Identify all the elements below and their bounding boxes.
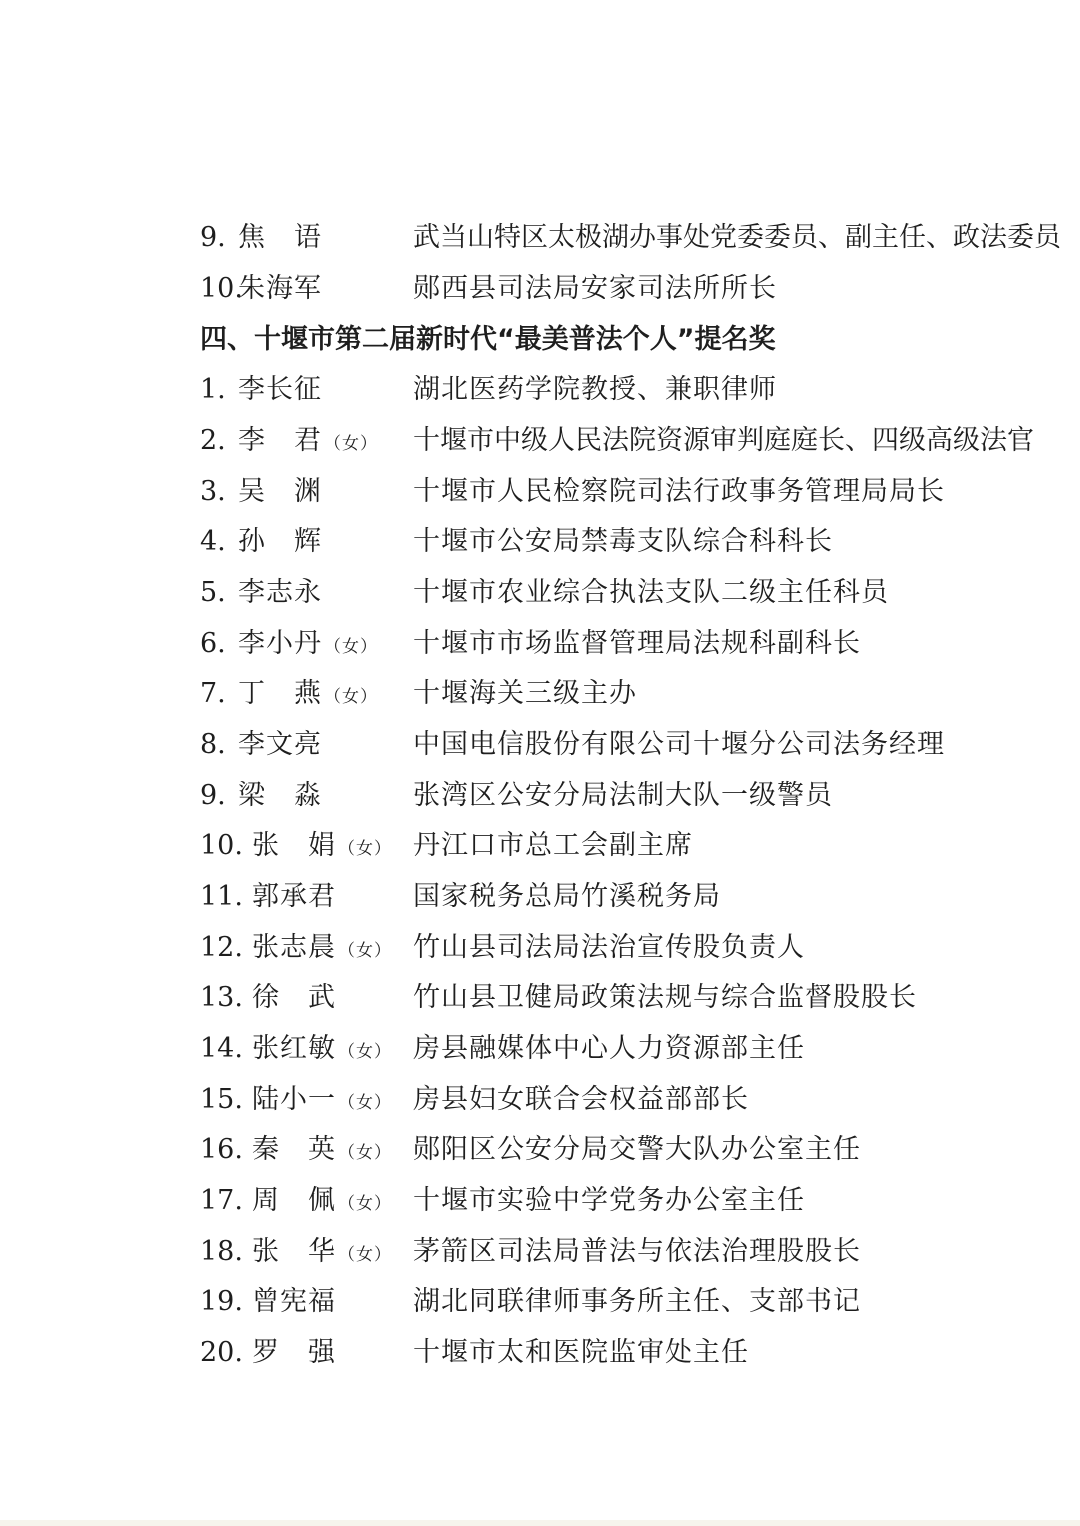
list-item <box>0 1277 1080 1327</box>
item-name: 朱海军 <box>238 273 322 304</box>
section-heading: 四、十堰市第二届新时代“最美普法个人”提名奖 <box>200 324 776 355</box>
item-gender: （女） <box>324 687 378 707</box>
item-number: 13. <box>200 982 243 1013</box>
item-number: 11. <box>200 881 243 912</box>
item-title: 十堰市农业综合执法支队二级主任科员 <box>413 577 889 608</box>
item-title: 十堰市公安局禁毒支队综合科科长 <box>413 526 833 557</box>
item-title: 十堰市实验中学党务办公室主任 <box>413 1185 805 1216</box>
scan-edge <box>0 1520 1080 1526</box>
item-name-text: 李 君 <box>238 425 322 456</box>
list-item <box>0 1024 1080 1074</box>
item-gender: （女） <box>338 1143 392 1163</box>
item-title: 房县妇女联合会权益部部长 <box>413 1084 749 1115</box>
item-number: 10. <box>200 273 243 304</box>
list-item <box>0 365 1080 415</box>
item-gender: （女） <box>324 434 378 454</box>
item-gender: （女） <box>338 1093 392 1113</box>
item-name-text: 郭承君 <box>252 881 336 912</box>
item-number: 2. <box>200 425 226 456</box>
item-name-text: 张 华 <box>252 1236 336 1267</box>
item-gender: （女） <box>338 1194 392 1214</box>
item-number: 9. <box>200 222 226 253</box>
item-name <box>238 771 324 824</box>
list-item <box>0 517 1080 567</box>
item-name-text: 陆小一 <box>252 1084 336 1115</box>
item-number: 7. <box>200 678 226 709</box>
item-title: 十堰市太和医院监审处主任 <box>413 1337 749 1368</box>
item-name-text: 张红敏 <box>252 1033 336 1064</box>
item-name <box>252 1075 392 1128</box>
list-item <box>0 416 1080 466</box>
item-name <box>252 1277 338 1330</box>
item-number: 8. <box>200 729 226 760</box>
item-name-text: 罗 强 <box>252 1337 336 1368</box>
item-gender: （女） <box>324 637 378 657</box>
item-name-text: 李志永 <box>238 577 322 608</box>
list-item <box>0 619 1080 669</box>
item-name <box>252 821 392 874</box>
item-number: 6. <box>200 628 226 659</box>
item-name <box>252 1024 392 1077</box>
list-item <box>0 669 1080 719</box>
item-name-text: 李长征 <box>238 374 322 405</box>
item-name: 焦 语 <box>238 222 322 253</box>
item-title: 中国电信股份有限公司十堰分公司法务经理 <box>413 729 945 760</box>
item-title: 郧西县司法局安家司法所所长 <box>413 273 777 304</box>
item-number: 15. <box>200 1084 243 1115</box>
item-name <box>238 720 324 773</box>
item-name <box>252 973 338 1026</box>
list-item <box>0 973 1080 1023</box>
item-name-text: 周 佩 <box>252 1185 336 1216</box>
item-name <box>252 1328 338 1381</box>
item-title: 丹江口市总工会副主席 <box>413 830 693 861</box>
item-number: 3. <box>200 476 226 507</box>
list-item <box>0 771 1080 821</box>
list-item <box>0 213 1080 263</box>
item-name <box>252 1227 392 1280</box>
item-name-text: 徐 武 <box>252 982 336 1013</box>
item-name <box>238 568 324 621</box>
item-name-text: 张志晨 <box>252 932 336 963</box>
list-item <box>0 1125 1080 1175</box>
item-name <box>238 517 324 570</box>
item-title: 茅箭区司法局普法与依法治理股股长 <box>413 1236 861 1267</box>
list-item <box>0 264 1080 314</box>
item-number: 12. <box>200 932 243 963</box>
item-number: 19. <box>200 1286 243 1317</box>
item-name-text: 李文亮 <box>238 729 322 760</box>
list-item <box>0 821 1080 871</box>
item-title: 湖北同联律师事务所主任、支部书记 <box>413 1286 861 1317</box>
list-item <box>0 1176 1080 1226</box>
item-number: 1. <box>200 374 226 405</box>
item-name <box>252 923 392 976</box>
item-title: 国家税务总局竹溪税务局 <box>413 881 721 912</box>
list-item <box>0 1227 1080 1277</box>
item-name <box>238 669 378 722</box>
item-name <box>238 619 378 672</box>
item-title: 郧阳区公安分局交警大队办公室主任 <box>413 1134 861 1165</box>
item-number: 20. <box>200 1337 243 1368</box>
item-title: 十堰海关三级主办 <box>413 678 637 709</box>
item-title: 湖北医药学院教授、兼职律师 <box>413 374 777 405</box>
item-gender: （女） <box>338 1042 392 1062</box>
item-name-text: 李小丹 <box>238 628 322 659</box>
item-title: 十堰市中级人民法院资源审判庭庭长、四级高级法官 <box>413 425 1034 456</box>
item-number: 5. <box>200 577 226 608</box>
list-item <box>0 872 1080 922</box>
list-item <box>0 568 1080 618</box>
list-item <box>0 923 1080 973</box>
item-name <box>252 1176 392 1229</box>
item-number: 16. <box>200 1134 243 1165</box>
list-item <box>0 720 1080 770</box>
item-name-text: 丁 燕 <box>238 678 322 709</box>
item-title: 竹山县司法局法治宣传股负责人 <box>413 932 805 963</box>
item-name-text: 吴 渊 <box>238 476 322 507</box>
item-number: 14. <box>200 1033 243 1064</box>
item-title: 武当山特区太极湖办事处党委委员、副主任、政法委员 <box>413 222 1061 253</box>
item-number: 17. <box>200 1185 243 1216</box>
item-name <box>238 365 324 418</box>
item-name-text: 曾宪福 <box>252 1286 336 1317</box>
list-item <box>0 1328 1080 1378</box>
item-number: 9. <box>200 780 226 811</box>
item-title: 十堰市人民检察院司法行政事务管理局局长 <box>413 476 945 507</box>
item-name <box>252 1125 392 1178</box>
item-name-text: 梁 淼 <box>238 780 322 811</box>
item-title: 竹山县卫健局政策法规与综合监督股股长 <box>413 982 917 1013</box>
item-gender: （女） <box>338 941 392 961</box>
item-name-text: 张 娟 <box>252 830 336 861</box>
item-name-text: 秦 英 <box>252 1134 336 1165</box>
list-item <box>0 1075 1080 1125</box>
item-number: 10. <box>200 830 243 861</box>
item-number: 18. <box>200 1236 243 1267</box>
list-item <box>0 467 1080 517</box>
item-title: 十堰市市场监督管理局法规科副科长 <box>413 628 861 659</box>
item-name-text: 孙 辉 <box>238 526 322 557</box>
item-name <box>252 872 338 925</box>
item-gender: （女） <box>338 1245 392 1265</box>
item-name <box>238 467 324 520</box>
item-title: 张湾区公安分局法制大队一级警员 <box>413 780 833 811</box>
item-title: 房县融媒体中心人力资源部主任 <box>413 1033 805 1064</box>
item-number: 4. <box>200 526 226 557</box>
item-gender: （女） <box>338 839 392 859</box>
item-name <box>238 416 378 469</box>
